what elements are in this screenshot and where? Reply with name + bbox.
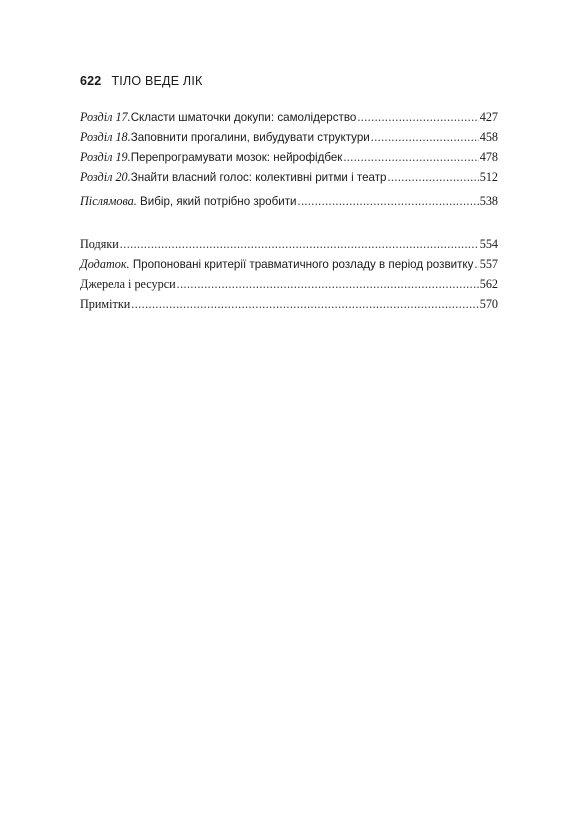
toc-entry[interactable] xyxy=(80,294,498,314)
toc-entry[interactable] xyxy=(80,107,498,127)
toc-entry-page: 562 xyxy=(479,277,498,291)
toc-entry-title: Вибір, який потрібно зробити xyxy=(136,195,297,208)
toc-entry-prefix: Розділ 18. xyxy=(80,130,131,144)
toc-entry-prefix: Розділ 19. xyxy=(80,150,131,164)
dot-leader xyxy=(131,294,478,314)
toc-entry-page: 538 xyxy=(479,194,498,208)
dot-leader xyxy=(371,127,479,147)
toc-entry-prefix: Післямова. xyxy=(80,194,137,208)
toc-entry-title: Заповнити прогалини, вибудувати структури xyxy=(130,131,370,144)
dot-leader xyxy=(388,167,479,187)
toc-entry[interactable] xyxy=(80,127,498,147)
toc-entry-title: Примітки xyxy=(80,297,131,311)
toc-entry-prefix: Розділ 17. xyxy=(80,110,131,124)
dot-leader xyxy=(343,147,478,167)
toc-entry-title: Джерела і ресурси xyxy=(80,277,176,291)
dot-leader xyxy=(357,107,478,127)
dot-leader xyxy=(120,234,479,254)
toc-entry-title: Пропоновані критерії травматичного розладу в період розвитку xyxy=(129,258,474,271)
toc-entry[interactable] xyxy=(80,167,498,187)
toc-entry-page: 478 xyxy=(479,150,498,164)
toc-entry[interactable] xyxy=(80,274,498,294)
toc-entry-title: Перепрограмувати мозок: нейрофідбек xyxy=(130,151,343,164)
toc-entry-prefix: Розділ 20. xyxy=(80,170,131,184)
toc-entry-title: Знайти власний голос: колективні ритми і театр xyxy=(130,171,387,184)
toc-entry-page: 570 xyxy=(479,297,498,311)
toc-entry[interactable] xyxy=(80,147,498,167)
toc-entry[interactable] xyxy=(80,254,498,274)
dot-leader xyxy=(298,191,479,211)
page-header xyxy=(80,74,202,88)
toc-entry[interactable] xyxy=(80,234,498,254)
toc-afterword xyxy=(80,191,498,211)
toc-back-matter xyxy=(80,234,498,314)
dot-leader xyxy=(474,254,478,274)
running-title: ТІЛО ВЕДЕ ЛІК xyxy=(111,74,203,88)
toc-entry-page: 427 xyxy=(479,110,498,124)
toc-entry-prefix: Додаток. xyxy=(80,257,130,271)
toc-entry-page: 512 xyxy=(479,170,498,184)
toc-entry-title: Подяки xyxy=(80,237,119,251)
toc-entry-page: 458 xyxy=(479,130,498,144)
toc-entry-page: 557 xyxy=(479,257,498,271)
toc-entry[interactable] xyxy=(80,191,498,211)
toc-chapters xyxy=(80,107,498,187)
page-number: 622 xyxy=(80,74,102,88)
dot-leader xyxy=(177,274,479,294)
toc-entry-page: 554 xyxy=(479,237,498,251)
toc-entry-title: Скласти шматочки докупи: самолідерство xyxy=(130,111,357,124)
